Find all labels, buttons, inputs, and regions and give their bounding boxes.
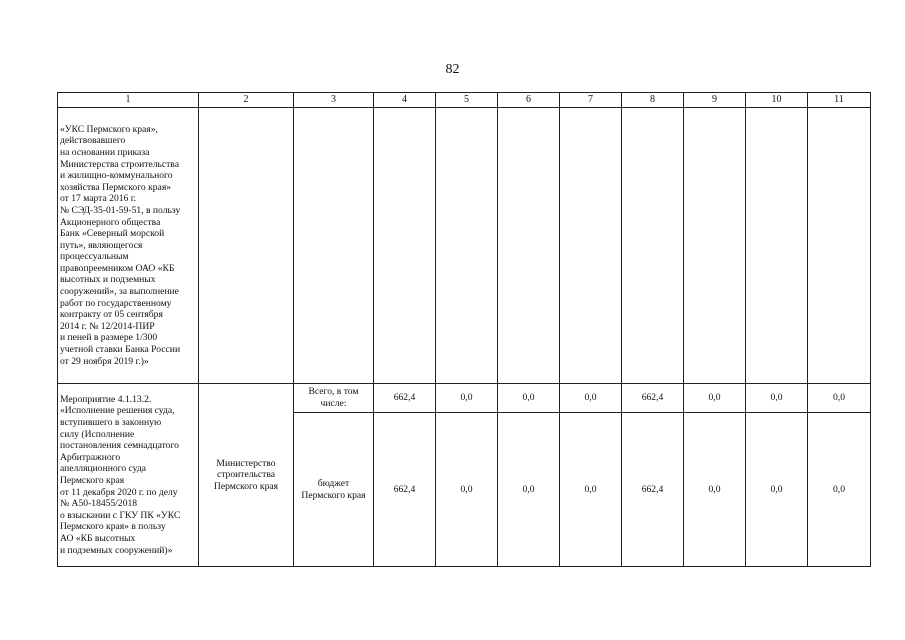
table-row — [58, 108, 871, 384]
header-cell: 9 — [684, 93, 746, 108]
header-cell: 3 — [294, 93, 374, 108]
header-cell: 1 — [58, 93, 199, 108]
value-cell: 662,4 — [374, 384, 436, 413]
header-cell: 6 — [498, 93, 560, 108]
header-cell: 11 — [808, 93, 871, 108]
empty-cell — [199, 108, 294, 384]
value-cell: 0,0 — [560, 384, 622, 413]
empty-cell — [436, 108, 498, 384]
empty-cell — [808, 108, 871, 384]
empty-cell — [560, 108, 622, 384]
header-cell: 4 — [374, 93, 436, 108]
measure-description: Мероприятие 4.1.13.2. «Исполнение решения суда, вступившего в законную силу (Исполнение постановления семнадцатого Арбитражного апелляционного суда Пермского края от 11 декабря 2020 г. по делу № А50-18455/2018 о взыскании с ГКУ ПК «УКС Пермского края» в пользу АО «КБ высотных и подземных сооружений)» — [58, 384, 199, 567]
header-cell: 7 — [560, 93, 622, 108]
value-cell: 662,4 — [622, 413, 684, 567]
value-cell: 0,0 — [436, 384, 498, 413]
value-cell: 0,0 — [684, 384, 746, 413]
value-cell: 0,0 — [498, 384, 560, 413]
funding-source-budget: бюджет Пермского края — [294, 413, 374, 567]
empty-cell — [622, 108, 684, 384]
empty-cell — [374, 108, 436, 384]
empty-cell — [684, 108, 746, 384]
header-cell: 2 — [199, 93, 294, 108]
funding-source-total: Всего, в том числе: — [294, 384, 374, 413]
value-cell: 662,4 — [374, 413, 436, 567]
header-row — [58, 93, 871, 108]
value-cell: 0,0 — [498, 413, 560, 567]
value-cell: 0,0 — [560, 413, 622, 567]
value-cell: 0,0 — [684, 413, 746, 567]
measure-description: «УКС Пермского края», действовавшего на основании приказа Министерства строительства и жилищно-коммунального хозяйства Пермского края» от 17 марта 2016 г. № СЭД-35-01-59-51, в пользу Акционерного общества Банк «Северный морской путь», являющегося процессуальным правопреемником ОАО «КБ высотных и подземных сооружений», за выполнение работ по государственному контракту от 05 сентября 2014 г. № 12/2014-ПИР и пеней в размере 1/300 учетной ставки Банка России от 29 ноября 2019 г.)» — [58, 108, 199, 384]
empty-cell — [294, 108, 374, 384]
table-row — [58, 384, 871, 413]
executor-cell: Министерство строительства Пермского края — [199, 384, 294, 567]
empty-cell — [498, 108, 560, 384]
value-cell: 0,0 — [808, 384, 871, 413]
value-cell: 0,0 — [746, 384, 808, 413]
budget-table — [57, 92, 871, 567]
value-cell: 0,0 — [436, 413, 498, 567]
header-cell: 5 — [436, 93, 498, 108]
page-number: 82 — [445, 62, 460, 77]
header-cell: 8 — [622, 93, 684, 108]
value-cell: 662,4 — [622, 384, 684, 413]
value-cell: 0,0 — [746, 413, 808, 567]
value-cell: 0,0 — [808, 413, 871, 567]
empty-cell — [746, 108, 808, 384]
header-cell: 10 — [746, 93, 808, 108]
